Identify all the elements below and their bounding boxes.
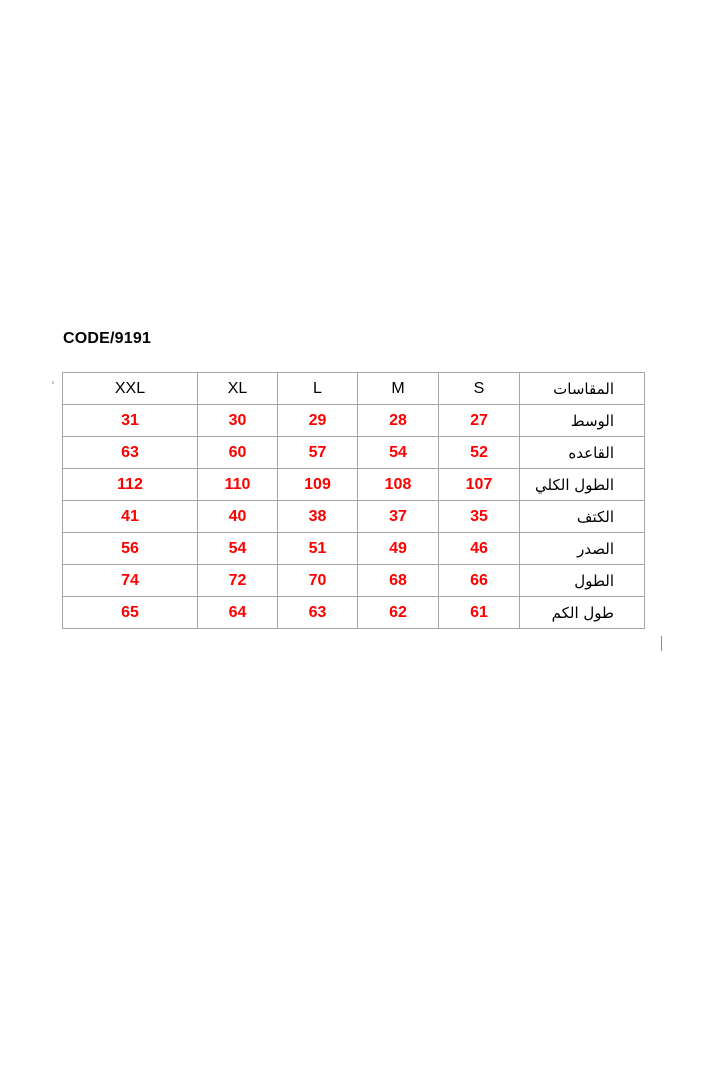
value-cell: 109 xyxy=(278,469,358,501)
value-cell: 112 xyxy=(63,469,198,501)
value-cell: 63 xyxy=(278,597,358,629)
value-cell: 107 xyxy=(439,469,520,501)
value-cell: 57 xyxy=(278,437,358,469)
value-cell: 68 xyxy=(358,565,439,597)
value-cell: 61 xyxy=(439,597,520,629)
measurements-header-label: المقاسات xyxy=(520,373,645,405)
size-header-m: M xyxy=(358,373,439,405)
value-cell: 65 xyxy=(63,597,198,629)
value-cell: 66 xyxy=(439,565,520,597)
value-cell: 74 xyxy=(63,565,198,597)
table-row-waist xyxy=(63,405,645,437)
value-cell: 108 xyxy=(358,469,439,501)
row-label-total-length: الطول الكلي xyxy=(520,469,645,501)
value-cell: 49 xyxy=(358,533,439,565)
value-cell: 70 xyxy=(278,565,358,597)
row-label-chest: الصدر xyxy=(520,533,645,565)
value-cell: 27 xyxy=(439,405,520,437)
value-cell: 40 xyxy=(198,501,278,533)
value-cell: 110 xyxy=(198,469,278,501)
value-cell: 72 xyxy=(198,565,278,597)
table-row-chest xyxy=(63,533,645,565)
size-header-xxl: XXL xyxy=(63,373,198,405)
row-label-waist: الوسط xyxy=(520,405,645,437)
table-row-total-length xyxy=(63,469,645,501)
value-cell: 38 xyxy=(278,501,358,533)
value-cell: 54 xyxy=(358,437,439,469)
table-row-hip xyxy=(63,437,645,469)
text-cursor-mark xyxy=(661,636,662,651)
value-cell: 56 xyxy=(63,533,198,565)
row-label-sleeve-length: طول الكم xyxy=(520,597,645,629)
row-label-hip: القاعده xyxy=(520,437,645,469)
table-header-row xyxy=(63,373,645,405)
size-chart-table xyxy=(62,372,645,629)
value-cell: 54 xyxy=(198,533,278,565)
product-code-title: CODE/9191 xyxy=(63,330,152,347)
value-cell: 35 xyxy=(439,501,520,533)
value-cell: 60 xyxy=(198,437,278,469)
value-cell: 51 xyxy=(278,533,358,565)
size-header-l: L xyxy=(278,373,358,405)
value-cell: 37 xyxy=(358,501,439,533)
value-cell: 31 xyxy=(63,405,198,437)
size-header-xl: XL xyxy=(198,373,278,405)
value-cell: 64 xyxy=(198,597,278,629)
row-label-shoulder: الكتف xyxy=(520,501,645,533)
page-margin-mark xyxy=(52,381,54,384)
size-header-s: S xyxy=(439,373,520,405)
value-cell: 41 xyxy=(63,501,198,533)
value-cell: 29 xyxy=(278,405,358,437)
table-row-length xyxy=(63,565,645,597)
table-row-shoulder xyxy=(63,501,645,533)
value-cell: 30 xyxy=(198,405,278,437)
value-cell: 28 xyxy=(358,405,439,437)
row-label-length: الطول xyxy=(520,565,645,597)
value-cell: 63 xyxy=(63,437,198,469)
table-row-sleeve-length xyxy=(63,597,645,629)
value-cell: 62 xyxy=(358,597,439,629)
value-cell: 52 xyxy=(439,437,520,469)
value-cell: 46 xyxy=(439,533,520,565)
